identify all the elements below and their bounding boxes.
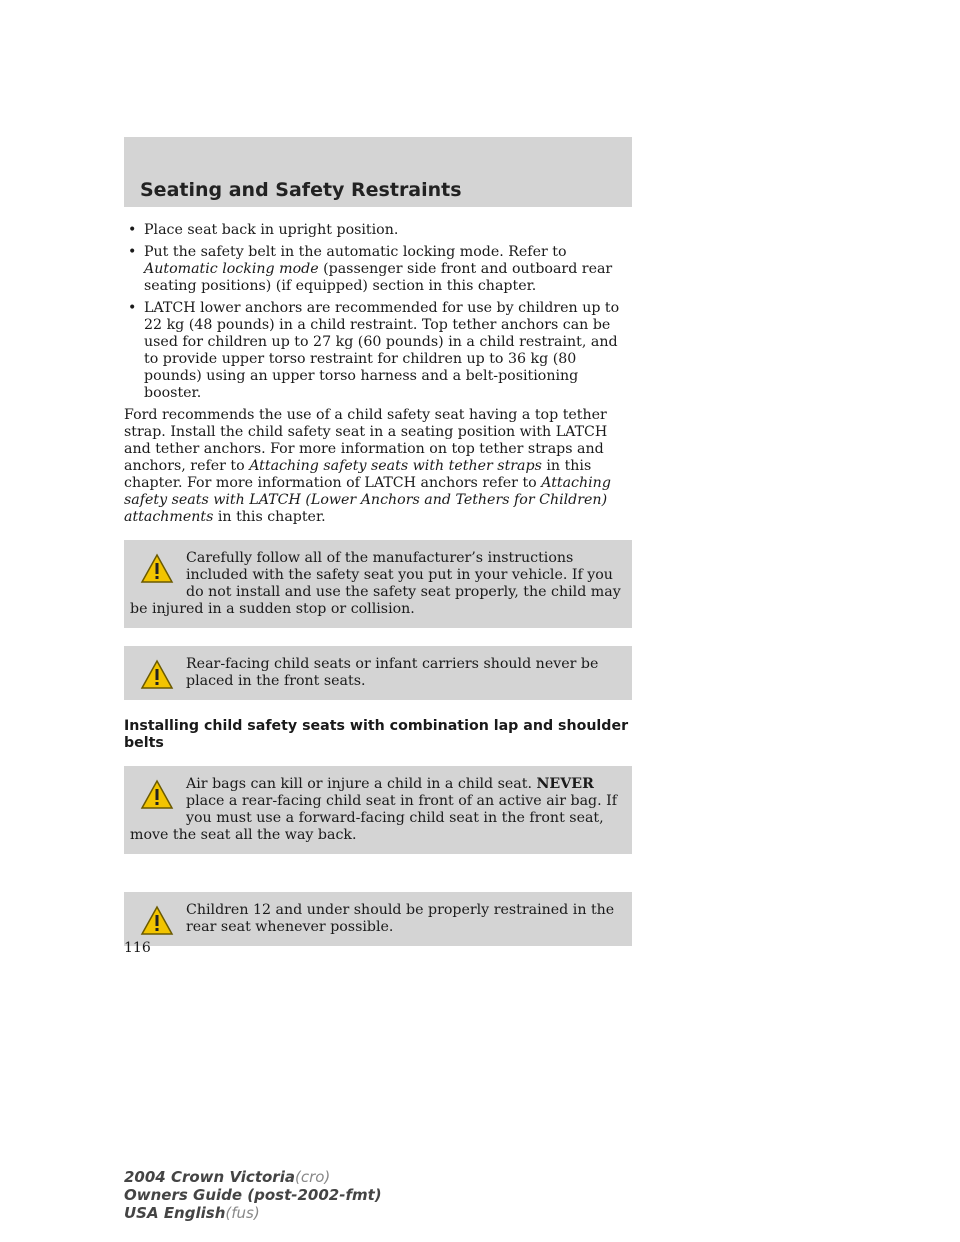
page-content [124, 222, 632, 964]
warning-text: Children 12 and under should be properly restrained in the rear seat whenever possible. [186, 902, 615, 935]
bullet-text: LATCH lower anchors are recommended for use by children up to 22 kg (48 pounds) in a child restraint. Top tether anchors can be used for children up to 27 kg (60 pounds) in a child restraint, and to provide upper torso restraint for children up to 36 kg (80 pounds) using an upper torso harness and a belt-positioning booster. [144, 300, 620, 401]
section-title: Seating and Safety Restraints [140, 179, 462, 201]
footer-line [124, 1186, 382, 1204]
warning-box [124, 646, 632, 700]
footer-line [124, 1168, 382, 1186]
bullet-text-post: (passenger side front and outboard rear seating positions) (if equipped) section in this chapter. [144, 261, 613, 294]
bullet-marker: • [128, 244, 137, 260]
footer-guide: Owners Guide (post-2002-fmt) [124, 1186, 382, 1204]
document-footer [124, 1168, 382, 1222]
para-text: Ford recommends the use of a child safety seat having a top tether strap. Install the child safety seat in a seating position with LATCH and tether anchors. For more information on top tether straps and anchors, refer to [124, 407, 608, 474]
warning-text-pre: Air bags can kill or injure a child in a child seat. [186, 776, 537, 792]
warning-triangle-icon [140, 658, 174, 692]
footer-line [124, 1204, 382, 1222]
warning-triangle-icon [140, 552, 174, 586]
footer-model: 2004 Crown Victoria [124, 1168, 295, 1186]
warning-triangle-icon [140, 778, 174, 812]
footer-model-code: (cro) [294, 1168, 331, 1186]
para-italic-ref: Attaching safety seats with LATCH (Lower Anchors and Tethers for Children) attachments [124, 475, 611, 525]
list-item [124, 244, 632, 295]
subsection-heading: Installing child safety seats with combination lap and shoulder belts [124, 718, 629, 751]
body-paragraph [124, 407, 632, 526]
list-item [124, 222, 632, 239]
warning-box [124, 892, 632, 946]
para-text: in this chapter. For more information of LATCH anchors refer to [124, 458, 592, 491]
warning-box [124, 766, 632, 854]
para-text: in this chapter. [213, 509, 326, 525]
warning-text: Carefully follow all of the manufacturer’s instructions included with the safety seat you put in your vehicle. If you do not install and use the safety seat properly, the child may be injured in a sudden stop or collision. [130, 550, 621, 617]
page-number: 116 [124, 940, 151, 956]
bullet-italic-ref: Automatic locking mode [144, 261, 319, 277]
bullet-text: Place seat back in upright position. [144, 222, 399, 238]
bullet-marker: • [128, 300, 137, 316]
footer-language: USA English [124, 1204, 226, 1222]
para-italic-ref: Attaching safety seats with tether straps [249, 458, 542, 474]
warning-triangle-icon [140, 904, 174, 938]
section-header-band [124, 137, 632, 207]
bullet-list [124, 222, 632, 402]
bullet-text-pre: Put the safety belt in the automatic locking mode. Refer to [144, 244, 567, 260]
footer-language-code: (fus) [225, 1204, 260, 1222]
warning-text: Rear-facing child seats or infant carriers should never be placed in the front seats. [186, 656, 599, 689]
bullet-marker: • [128, 222, 137, 238]
list-item [124, 300, 632, 402]
warning-box [124, 540, 632, 628]
warning-text-post: place a rear-facing child seat in front of an active air bag. If you must use a forward-facing child seat in the front seat, move the seat all the way back. [130, 793, 617, 843]
warning-emphasis: NEVER [536, 776, 594, 792]
